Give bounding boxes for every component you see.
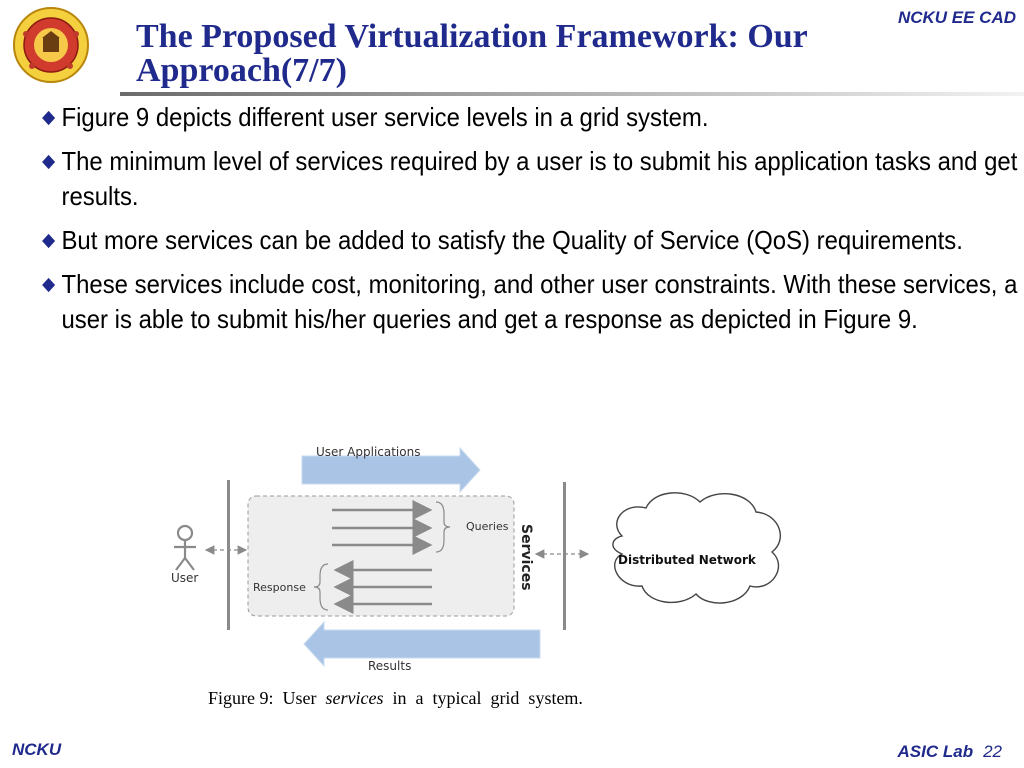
bullet-item: Figure 9 depicts different user service levels in a grid system. — [44, 100, 1018, 135]
org-label: NCKU EE CAD — [897, 8, 1016, 27]
user-applications-label: User Applications — [316, 445, 421, 459]
bullet-diamond-icon — [42, 111, 55, 125]
user-icon — [174, 526, 196, 570]
user-label: User — [171, 571, 199, 585]
bullet-diamond-icon — [42, 155, 55, 169]
bullet-item: These services include cost, monitoring, and other user constraints. With these services, a user is able to submit his/her queries and get a response as depicted in Figure 9. — [44, 267, 1018, 337]
bullet-diamond-icon — [42, 278, 55, 292]
right-boundary-bar — [563, 482, 566, 630]
title-divider — [120, 92, 1024, 96]
slide-title: The Proposed Virtualization Framework: Our Approach(7/7) — [136, 18, 808, 89]
response-label: Response — [253, 581, 306, 594]
university-seal-logo — [12, 6, 90, 84]
distributed-network-cloud — [613, 493, 780, 603]
services-label: Services — [518, 524, 534, 591]
bullet-item: But more services can be added to satisfy the Quality of Service (QoS) requirements. — [44, 223, 1018, 258]
grid-services-diagram — [160, 436, 800, 716]
services-box — [248, 496, 514, 616]
figure-caption: Figure 9: User services in a typical grid system. — [208, 688, 583, 708]
distributed-network-label: Distributed Network — [618, 553, 756, 567]
left-boundary-bar — [227, 480, 230, 630]
footer-lab — [898, 742, 1002, 762]
queries-label: Queries — [466, 520, 509, 533]
lab-name: ASIC Lab — [897, 742, 974, 761]
footer-university: NCKU — [12, 740, 62, 759]
bullet-diamond-icon — [42, 234, 55, 248]
bullet-list — [44, 100, 1018, 346]
page-number: 22 — [983, 742, 1002, 761]
bullet-item: The minimum level of services required by a user is to submit his application tasks and get results. — [44, 144, 1018, 214]
results-label: Results — [368, 659, 412, 673]
